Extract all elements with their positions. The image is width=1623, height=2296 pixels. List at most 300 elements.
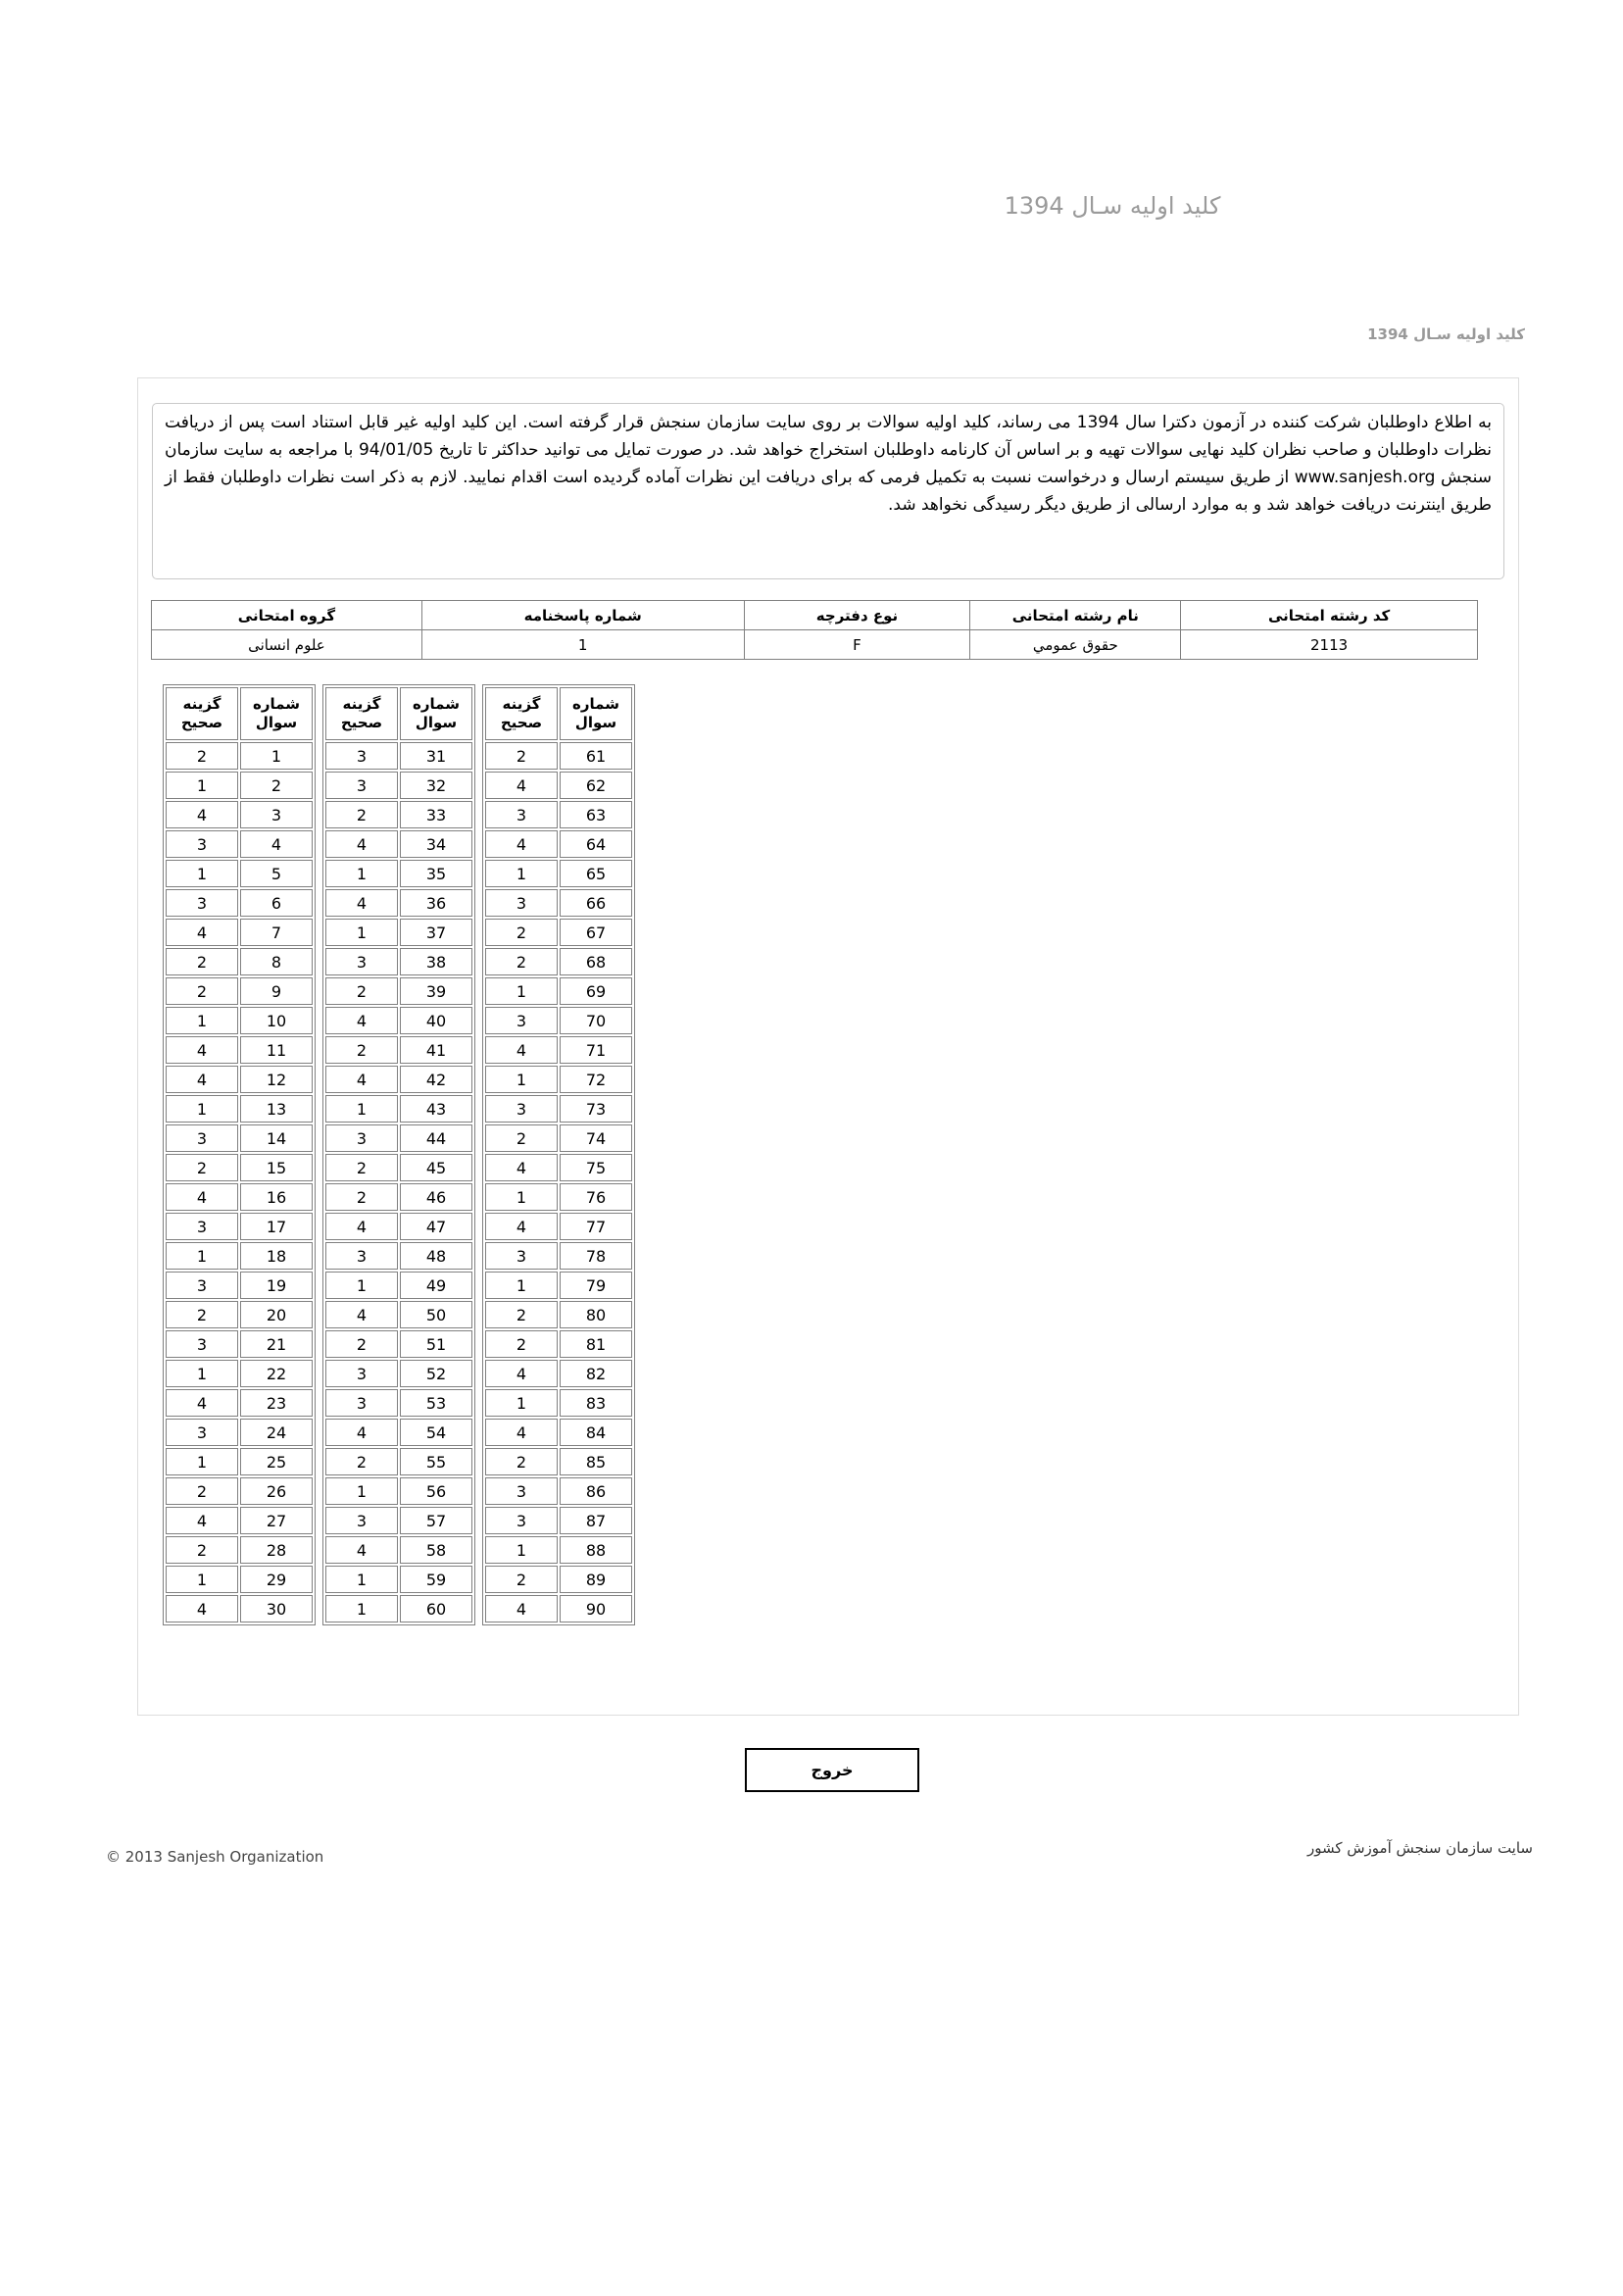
header-option-line1: گزینه [502, 695, 541, 713]
correct-option: 1 [166, 860, 238, 887]
question-number: 54 [400, 1419, 472, 1446]
answer-row [166, 1154, 313, 1181]
correct-option: 3 [166, 1124, 238, 1152]
correct-option: 1 [166, 1095, 238, 1123]
answer-row [325, 1536, 472, 1564]
correct-option: 2 [166, 1154, 238, 1181]
correct-option: 2 [166, 1301, 238, 1328]
header-question-line1: شماره [572, 695, 619, 713]
correct-option: 2 [166, 1477, 238, 1505]
question-number: 65 [560, 860, 632, 887]
answer-row [485, 1448, 632, 1475]
answer-header-row [485, 687, 632, 740]
correct-option: 2 [485, 742, 558, 770]
question-number: 7 [240, 919, 313, 946]
question-number: 13 [240, 1095, 313, 1123]
answer-row [166, 1066, 313, 1093]
answer-row [166, 772, 313, 799]
correct-option: 1 [325, 1595, 398, 1622]
question-number: 85 [560, 1448, 632, 1475]
answer-row [166, 1389, 313, 1417]
question-number: 19 [240, 1272, 313, 1299]
question-number: 14 [240, 1124, 313, 1152]
correct-option: 2 [485, 948, 558, 975]
answer-row [166, 1566, 313, 1593]
answer-row [166, 1036, 313, 1064]
question-number: 30 [240, 1595, 313, 1622]
answer-row [485, 1066, 632, 1093]
correct-option: 2 [166, 948, 238, 975]
question-number: 56 [400, 1477, 472, 1505]
answer-row [485, 1007, 632, 1034]
question-number: 49 [400, 1272, 472, 1299]
answer-row [485, 772, 632, 799]
answer-row [485, 1566, 632, 1593]
question-number: 84 [560, 1419, 632, 1446]
question-number: 63 [560, 801, 632, 828]
question-number: 87 [560, 1507, 632, 1534]
answer-row [325, 1301, 472, 1328]
exam-info-value-row [152, 630, 1478, 660]
answer-row [485, 860, 632, 887]
correct-option: 3 [325, 1507, 398, 1534]
correct-option: 2 [485, 1301, 558, 1328]
answer-row [325, 1477, 472, 1505]
question-number: 45 [400, 1154, 472, 1181]
question-number: 64 [560, 830, 632, 858]
answer-row [166, 977, 313, 1005]
correct-option: 3 [166, 830, 238, 858]
header-question-number [560, 687, 632, 740]
correct-option: 4 [325, 1007, 398, 1034]
question-number: 5 [240, 860, 313, 887]
correct-option: 3 [166, 1213, 238, 1240]
question-number: 40 [400, 1007, 472, 1034]
answer-row [166, 1213, 313, 1240]
answer-row [485, 1595, 632, 1622]
question-number: 23 [240, 1389, 313, 1417]
question-number: 42 [400, 1066, 472, 1093]
header-option-line2: صحیح [500, 714, 543, 731]
correct-option: 1 [166, 772, 238, 799]
answer-row [325, 1360, 472, 1387]
answer-row [485, 1036, 632, 1064]
value-exam-code: 2113 [1181, 630, 1478, 660]
header-exam-code: کد رشته امتحانی [1181, 601, 1478, 630]
value-field-name: حقوق عمومي [970, 630, 1181, 660]
correct-option: 4 [166, 919, 238, 946]
question-number: 82 [560, 1360, 632, 1387]
answer-row [485, 977, 632, 1005]
question-number: 43 [400, 1095, 472, 1123]
question-number: 9 [240, 977, 313, 1005]
question-number: 3 [240, 801, 313, 828]
question-number: 86 [560, 1477, 632, 1505]
correct-option: 2 [485, 1566, 558, 1593]
organization-site-text: سایت سازمان سنجش آموزش کشور [1306, 1839, 1533, 1857]
answer-row [166, 1448, 313, 1475]
question-number: 8 [240, 948, 313, 975]
header-question-line2: سوال [255, 714, 298, 731]
answer-row [325, 948, 472, 975]
question-number: 21 [240, 1330, 313, 1358]
header-option-line1: گزینه [182, 695, 221, 713]
question-number: 35 [400, 860, 472, 887]
correct-option: 3 [485, 1007, 558, 1034]
answer-row [485, 919, 632, 946]
header-option-line2: صحیح [180, 714, 223, 731]
answer-row [485, 1272, 632, 1299]
answer-row [485, 1360, 632, 1387]
answer-row [485, 1154, 632, 1181]
question-number: 46 [400, 1183, 472, 1211]
answer-row [325, 1272, 472, 1299]
answer-row [325, 1389, 472, 1417]
correct-option: 3 [325, 742, 398, 770]
question-number: 71 [560, 1036, 632, 1064]
answer-row [166, 830, 313, 858]
correct-option: 4 [166, 801, 238, 828]
answer-row [485, 1301, 632, 1328]
answer-row [325, 919, 472, 946]
correct-option: 3 [166, 1330, 238, 1358]
exit-button[interactable]: خروج [745, 1748, 919, 1792]
correct-option: 1 [485, 1183, 558, 1211]
question-number: 11 [240, 1036, 313, 1064]
question-number: 12 [240, 1066, 313, 1093]
header-question-line2: سوال [415, 714, 458, 731]
question-number: 39 [400, 977, 472, 1005]
answer-row [166, 948, 313, 975]
question-number: 70 [560, 1007, 632, 1034]
header-correct-option [166, 687, 238, 740]
correct-option: 1 [485, 1066, 558, 1093]
correct-option: 2 [325, 1448, 398, 1475]
question-number: 58 [400, 1536, 472, 1564]
question-number: 76 [560, 1183, 632, 1211]
answer-row [325, 1154, 472, 1181]
correct-option: 3 [485, 1477, 558, 1505]
answer-tables-container [163, 684, 635, 1625]
correct-option: 2 [325, 1036, 398, 1064]
exam-info-header-row [152, 601, 1478, 630]
question-number: 28 [240, 1536, 313, 1564]
question-number: 90 [560, 1595, 632, 1622]
answer-row [166, 1507, 313, 1534]
question-number: 88 [560, 1536, 632, 1564]
correct-option: 4 [325, 889, 398, 917]
correct-option: 1 [485, 1536, 558, 1564]
correct-option: 1 [485, 977, 558, 1005]
question-number: 72 [560, 1066, 632, 1093]
answer-row [485, 1242, 632, 1270]
question-number: 4 [240, 830, 313, 858]
correct-option: 2 [325, 801, 398, 828]
question-number: 89 [560, 1566, 632, 1593]
value-exam-group: علوم انسانی [152, 630, 422, 660]
question-number: 27 [240, 1507, 313, 1534]
answer-row [485, 742, 632, 770]
answer-row [166, 889, 313, 917]
content-panel [137, 377, 1519, 1716]
correct-option: 3 [166, 1272, 238, 1299]
correct-option: 2 [325, 1330, 398, 1358]
correct-option: 3 [325, 1242, 398, 1270]
question-number: 66 [560, 889, 632, 917]
answer-row [485, 1477, 632, 1505]
answer-header-row [166, 687, 313, 740]
answer-row [485, 889, 632, 917]
answer-table-1 [163, 684, 316, 1625]
answer-row [325, 1007, 472, 1034]
correct-option: 4 [485, 1360, 558, 1387]
header-correct-option [325, 687, 398, 740]
answer-row [485, 1095, 632, 1123]
question-number: 24 [240, 1419, 313, 1446]
question-number: 17 [240, 1213, 313, 1240]
correct-option: 4 [166, 1507, 238, 1534]
answer-row [325, 1507, 472, 1534]
answer-row [485, 1389, 632, 1417]
answer-row [325, 772, 472, 799]
answer-row [325, 860, 472, 887]
correct-option: 4 [485, 1595, 558, 1622]
correct-option: 1 [485, 1272, 558, 1299]
answer-table-2 [322, 684, 475, 1625]
question-number: 78 [560, 1242, 632, 1270]
header-exam-group: گروه امتحانی [152, 601, 422, 630]
correct-option: 1 [325, 860, 398, 887]
question-number: 18 [240, 1242, 313, 1270]
answer-row [325, 1448, 472, 1475]
question-number: 10 [240, 1007, 313, 1034]
correct-option: 4 [485, 772, 558, 799]
correct-option: 2 [325, 1154, 398, 1181]
correct-option: 3 [166, 1419, 238, 1446]
answer-row [325, 1095, 472, 1123]
answer-row [325, 801, 472, 828]
correct-option: 1 [166, 1007, 238, 1034]
exam-info-table [151, 600, 1478, 660]
question-number: 6 [240, 889, 313, 917]
correct-option: 2 [325, 977, 398, 1005]
answer-row [325, 889, 472, 917]
correct-option: 4 [166, 1036, 238, 1064]
question-number: 51 [400, 1330, 472, 1358]
correct-option: 4 [485, 1154, 558, 1181]
question-number: 60 [400, 1595, 472, 1622]
correct-option: 3 [325, 1124, 398, 1152]
answer-row [325, 1213, 472, 1240]
question-number: 79 [560, 1272, 632, 1299]
correct-option: 1 [166, 1242, 238, 1270]
header-question-number [240, 687, 313, 740]
correct-option: 1 [325, 1095, 398, 1123]
answer-row [325, 742, 472, 770]
question-number: 20 [240, 1301, 313, 1328]
correct-option: 3 [485, 1095, 558, 1123]
answer-row [325, 977, 472, 1005]
correct-option: 4 [166, 1389, 238, 1417]
correct-option: 4 [325, 1213, 398, 1240]
copyright-text: © 2013 Sanjesh Organization [106, 1848, 324, 1866]
correct-option: 2 [485, 1330, 558, 1358]
question-number: 52 [400, 1360, 472, 1387]
correct-option: 4 [485, 1419, 558, 1446]
answer-row [166, 1183, 313, 1211]
question-number: 38 [400, 948, 472, 975]
correct-option: 2 [166, 977, 238, 1005]
correct-option: 2 [485, 1448, 558, 1475]
answer-row [166, 1301, 313, 1328]
answer-row [325, 1242, 472, 1270]
question-number: 81 [560, 1330, 632, 1358]
question-number: 47 [400, 1213, 472, 1240]
question-number: 50 [400, 1301, 472, 1328]
question-number: 55 [400, 1448, 472, 1475]
correct-option: 4 [166, 1595, 238, 1622]
answer-row [485, 1507, 632, 1534]
question-number: 1 [240, 742, 313, 770]
correct-option: 3 [485, 889, 558, 917]
correct-option: 4 [325, 1066, 398, 1093]
header-question-line1: شماره [413, 695, 460, 713]
answer-row [166, 1330, 313, 1358]
header-correct-option [485, 687, 558, 740]
question-number: 25 [240, 1448, 313, 1475]
correct-option: 3 [485, 1507, 558, 1534]
answer-row [325, 1124, 472, 1152]
question-number: 48 [400, 1242, 472, 1270]
question-number: 59 [400, 1566, 472, 1593]
answer-row [166, 1124, 313, 1152]
answer-row [166, 1477, 313, 1505]
correct-option: 2 [485, 919, 558, 946]
answer-row [485, 830, 632, 858]
correct-option: 3 [325, 948, 398, 975]
question-number: 33 [400, 801, 472, 828]
question-number: 44 [400, 1124, 472, 1152]
answer-row [166, 1536, 313, 1564]
question-number: 83 [560, 1389, 632, 1417]
question-number: 53 [400, 1389, 472, 1417]
answer-header-row [325, 687, 472, 740]
question-number: 31 [400, 742, 472, 770]
correct-option: 1 [166, 1360, 238, 1387]
header-question-line2: سوال [574, 714, 617, 731]
answer-row [325, 1330, 472, 1358]
correct-option: 2 [325, 1183, 398, 1211]
header-option-line1: گزینه [342, 695, 381, 713]
question-number: 37 [400, 919, 472, 946]
question-number: 26 [240, 1477, 313, 1505]
correct-option: 4 [485, 1036, 558, 1064]
question-number: 69 [560, 977, 632, 1005]
question-number: 73 [560, 1095, 632, 1123]
answer-row [485, 1419, 632, 1446]
answer-row [485, 1124, 632, 1152]
answer-row [325, 1595, 472, 1622]
header-booklet-type: نوع دفترچه [744, 601, 970, 630]
question-number: 41 [400, 1036, 472, 1064]
question-number: 68 [560, 948, 632, 975]
header-question-line1: شماره [253, 695, 300, 713]
answer-row [166, 1095, 313, 1123]
correct-option: 3 [166, 889, 238, 917]
correct-option: 3 [325, 1389, 398, 1417]
correct-option: 1 [325, 1477, 398, 1505]
correct-option: 1 [166, 1566, 238, 1593]
question-number: 36 [400, 889, 472, 917]
correct-option: 4 [166, 1183, 238, 1211]
correct-option: 4 [166, 1066, 238, 1093]
question-number: 74 [560, 1124, 632, 1152]
page-title: کلید اولیه سـال 1394 [1004, 192, 1221, 220]
answer-row [325, 1419, 472, 1446]
answer-table-3 [482, 684, 635, 1625]
answer-row [166, 801, 313, 828]
answer-row [325, 1036, 472, 1064]
correct-option: 3 [485, 801, 558, 828]
value-answersheet-number: 1 [421, 630, 744, 660]
question-number: 29 [240, 1566, 313, 1593]
answer-row [485, 1183, 632, 1211]
answer-row [485, 948, 632, 975]
notice-text: به اطلاع داوطلبان شرکت کننده در آزمون دکترا سال 1394 می رساند، کلید اولیه سوالات بر روی سایت سازمان سنجش قرار گرفته است. این کلید اولیه غیر قابل استناد است پس از دریافت نظرات داوطلبان و صاحب نظران کلید نهایی سوالات تهیه و بر اساس آن کارنامه داوطلبان استخراج خواهد شد. در صورت تمایل می توانید حداکثر تا تاریخ 94/01/05 با مراجعه به سایت سازمان سنجش www.sanjesh.org از طریق سیستم ارسال و درخواست نسبت به تکمیل فرمی که برای دریافت این نظرات آماده گردیده است اقدام نمایید. لازم به ذکر است نظرات داوطلبان فقط از طریق اینترنت دریافت خواهد شد و به موارد ارسالی از طریق دیگر رسیدگی نخواهد شد. [152, 403, 1504, 579]
question-number: 67 [560, 919, 632, 946]
correct-option: 4 [485, 1213, 558, 1240]
correct-option: 3 [485, 1242, 558, 1270]
question-number: 22 [240, 1360, 313, 1387]
correct-option: 1 [325, 919, 398, 946]
correct-option: 1 [485, 1389, 558, 1417]
correct-option: 2 [166, 1536, 238, 1564]
correct-option: 4 [485, 830, 558, 858]
correct-option: 4 [325, 1536, 398, 1564]
answer-row [485, 1330, 632, 1358]
answer-row [166, 1007, 313, 1034]
correct-option: 3 [325, 1360, 398, 1387]
answer-row [325, 1183, 472, 1211]
correct-option: 2 [485, 1124, 558, 1152]
correct-option: 2 [166, 742, 238, 770]
question-number: 77 [560, 1213, 632, 1240]
header-answersheet-number: شماره پاسخنامه [421, 601, 744, 630]
correct-option: 1 [485, 860, 558, 887]
correct-option: 1 [166, 1448, 238, 1475]
answer-row [485, 1536, 632, 1564]
answer-row [325, 1066, 472, 1093]
value-booklet-type: F [744, 630, 970, 660]
correct-option: 1 [325, 1272, 398, 1299]
header-field-name: نام رشته امتحانی [970, 601, 1181, 630]
answer-row [166, 1242, 313, 1270]
correct-option: 4 [325, 830, 398, 858]
answer-row [166, 1595, 313, 1622]
header-option-line2: صحیح [340, 714, 383, 731]
question-number: 34 [400, 830, 472, 858]
answer-row [166, 1419, 313, 1446]
correct-option: 1 [325, 1566, 398, 1593]
question-number: 61 [560, 742, 632, 770]
question-number: 57 [400, 1507, 472, 1534]
answer-row [485, 801, 632, 828]
answer-row [166, 742, 313, 770]
section-title: کلید اولیه سـال 1394 [1367, 325, 1525, 343]
answer-row [166, 919, 313, 946]
answer-row [166, 1360, 313, 1387]
question-number: 16 [240, 1183, 313, 1211]
